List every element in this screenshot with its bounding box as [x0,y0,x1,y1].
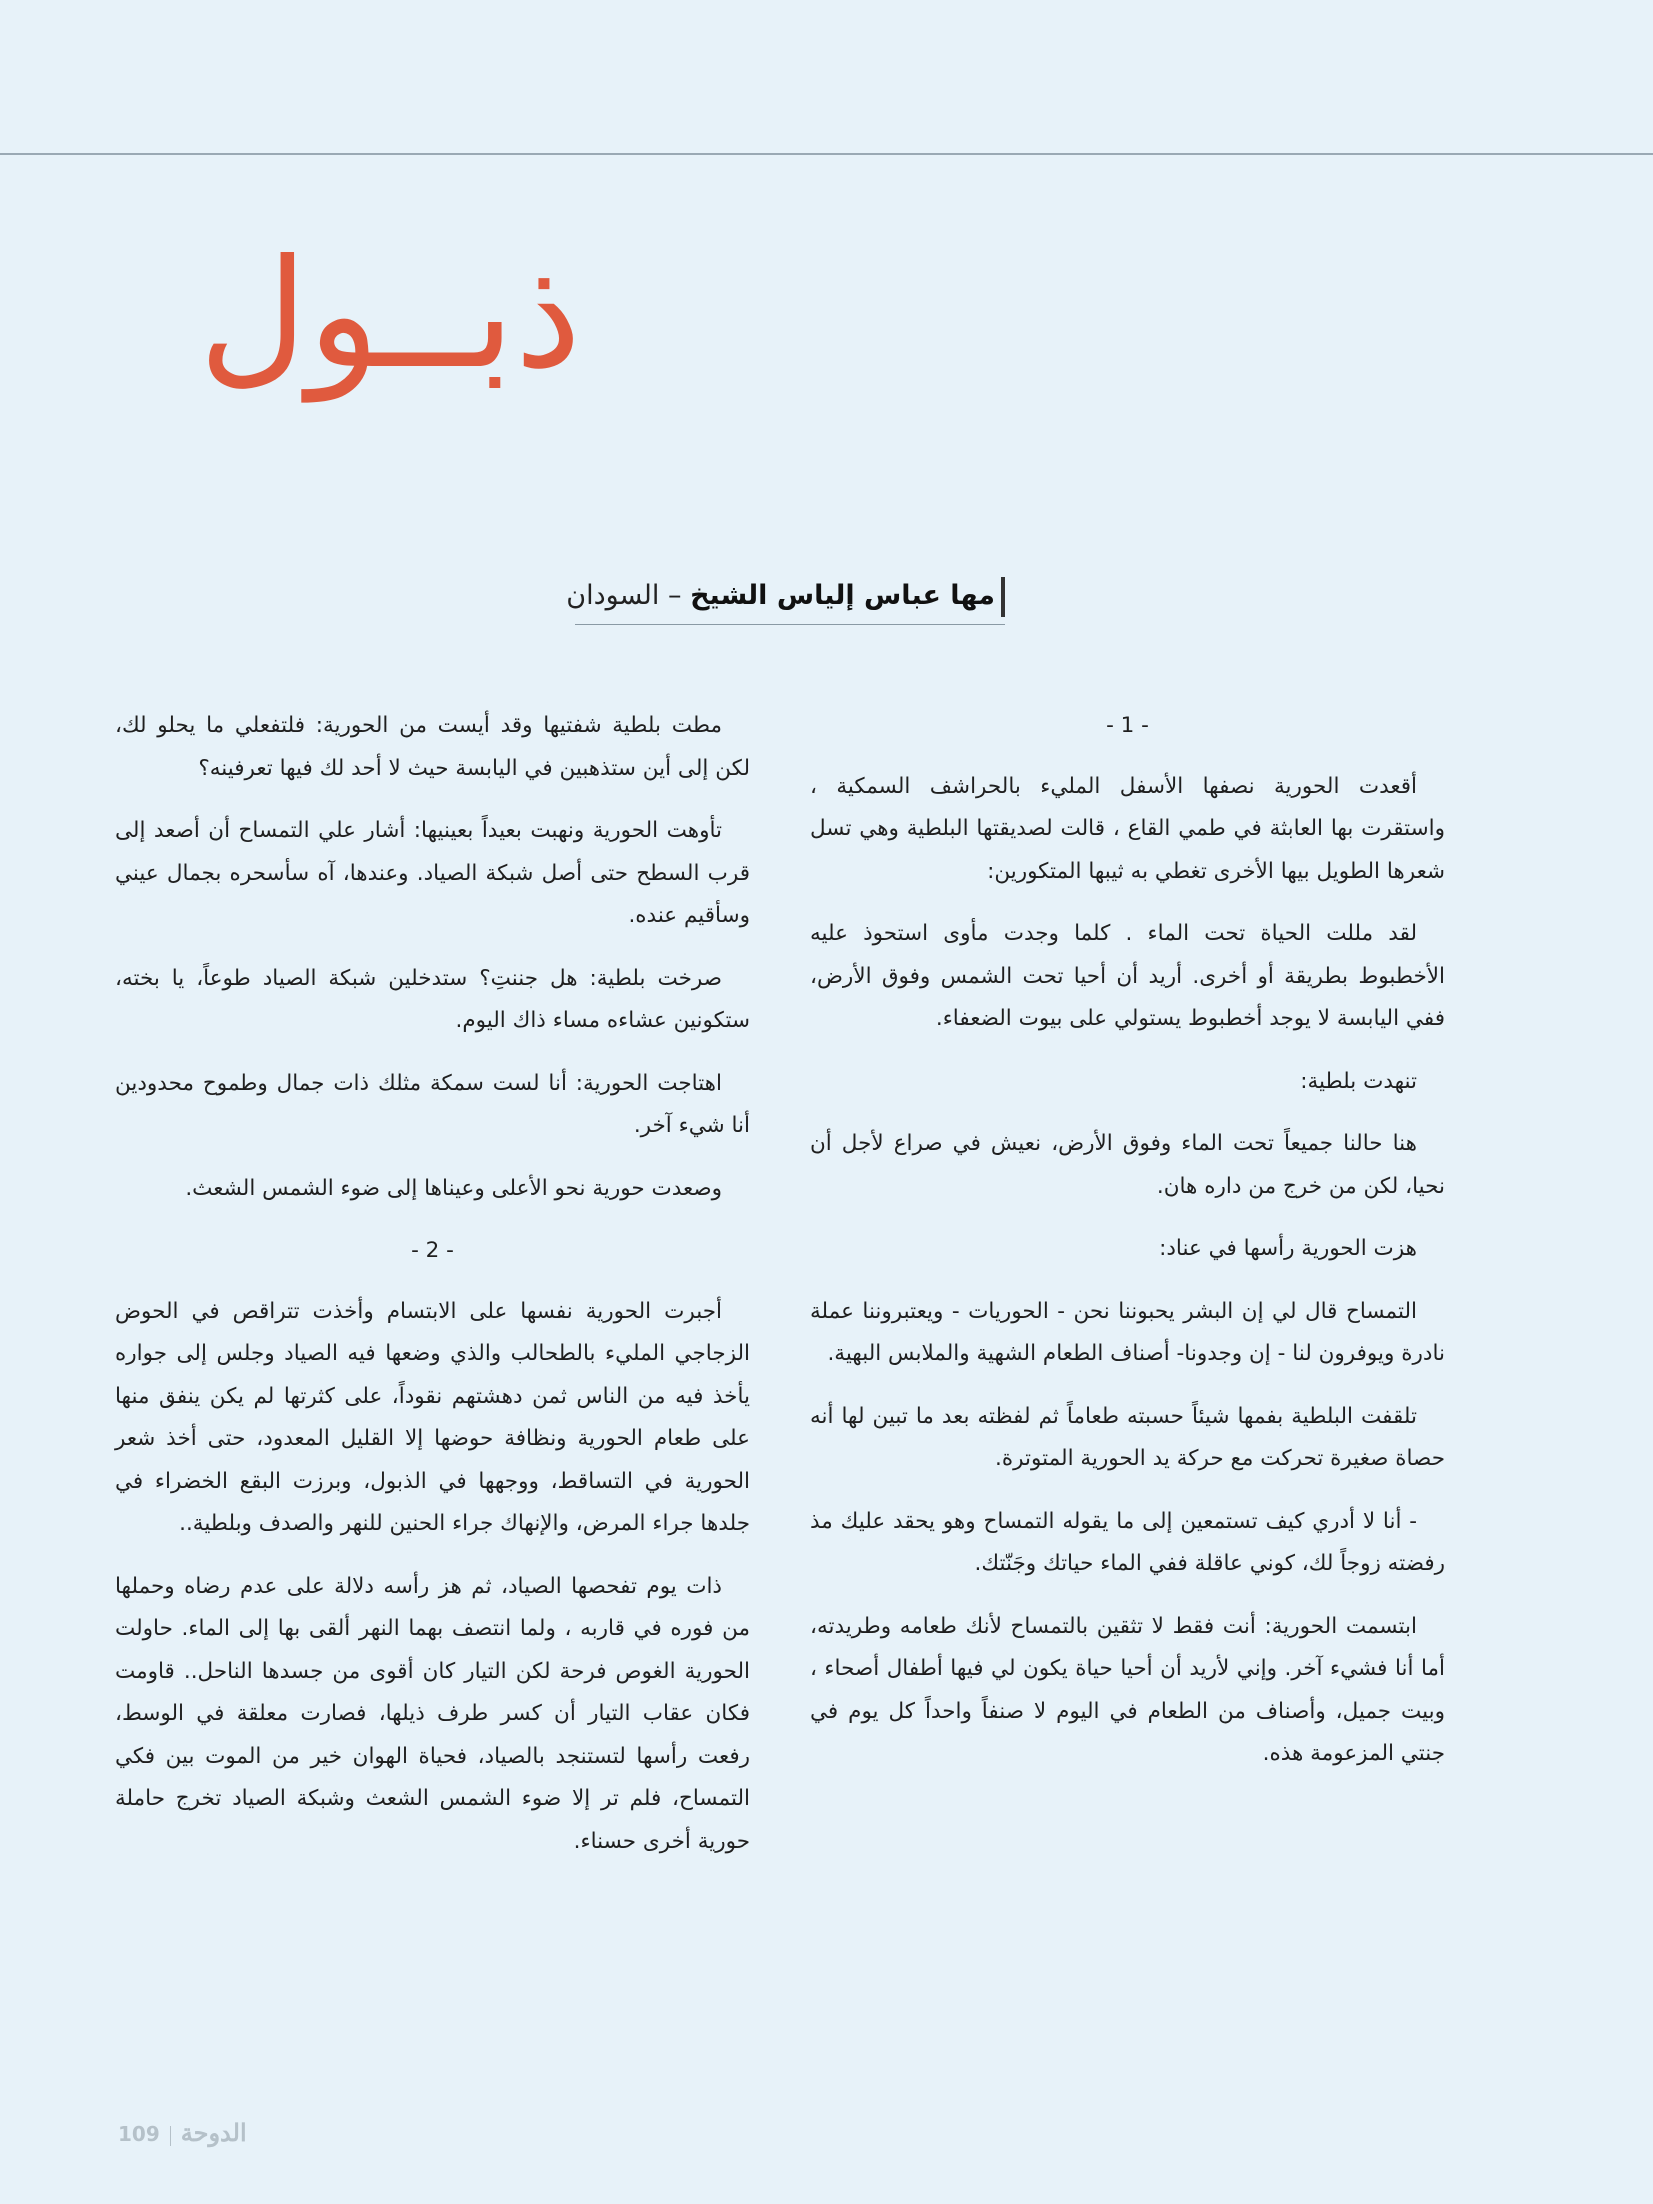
paragraph: التمساح قال لي إن البشر يحبوننا نحن - الحوريات - ويعتبروننا عملة نادرة ويوفرون لنا - إن وجدونا- أصناف الطعام الشهية والملابس البهية. [810,1298,1445,1366]
section-number-2: - 2 - [411,1238,454,1263]
paragraph: هنا حالنا جميعاً تحت الماء وفوق الأرض، نعيش في صراع لأجل أن نحيا، لكن من خرج من داره هان. [810,1131,1445,1199]
footer-divider [170,2126,171,2146]
byline-bar [1001,577,1005,617]
paragraph: - أنا لا أدري كيف تستمعين إلى ما يقوله التمساح وهو يحقد عليك مذ رفضته زوجاً لك، كوني عاقلة ففي الماء حياتك وجَنّتك. [810,1508,1445,1576]
paragraph: صرخت بلطية: هل جننتِ؟ ستدخلين شبكة الصياد طوعاً، يا بخته، ستكونين عشاءه مساء ذاك اليوم. [115,965,750,1033]
paragraph: ذات يوم تفحصها الصياد، ثم هز رأسه دلالة على عدم رضاه وحملها من فوره في قاربه ، ولما انتصف بهما النهر ألقى بها إلى الماء. حاولت الحورية الغوص فرحة لكن التيار كان أقوى من جسدها الناحل.. قاومت فكان عقاب التيار أن كسر طرف ذيلها، فصارت معلقة في الوسط، رفعت رأسها لتستنجد بالصياد، فحياة الهوان خير من الموت بين فكي التمساح، فلم تر إلا ضوء الشمس الشعث وشبكة الصياد تخرج حاملة حورية أخرى حسناء. [115,1573,750,1854]
author-country: – السودان [566,580,682,611]
author-name: مها عباس إلياس الشيخ [690,580,995,611]
paragraph: مطت بلطية شفتيها وقد أيست من الحورية: فلتفعلي ما يحلو لك، لكن إلى أين ستذهبين في اليابسة حيث لا أحد لك فيها تعرفينه؟ [115,713,750,781]
paragraph: تلقفت البلطية بفمها شيئاً حسبته طعاماً ثم لفظته بعد ما تبين لها أنه حصاة صغيرة تحركت مع حركة يد الحورية المتوترة. [810,1403,1445,1471]
paragraph: تأوهت الحورية ونهبت بعيداً بعينيها: أشار علي التمساح أن أصعد إلى قرب السطح حتى أصل شبكة الصياد. وعندها، آه سأسحره بجمال عيني وسأقيم عنده. [115,818,750,928]
paragraph: هزت الحورية رأسها في عناد: [1159,1236,1417,1261]
byline [566,568,1005,625]
paragraph: لقد مللت الحياة تحت الماء . كلما وجدت مأوى استحوذ عليه الأخطبوط بطريقة أو أخرى. أريد أن أحيا تحت الشمس وفوق الأرض، ففي اليابسة لا يوجد أخطبوط يستولي على بيوت الضعفاء. [810,921,1445,1031]
page-number: 109 [118,2122,160,2146]
left-column [115,705,750,1883]
magazine-logo: الدوحة [180,2118,247,2147]
page-footer [118,2118,258,2147]
story-title: ذبــول [198,228,582,402]
paragraph: أقعدت الحورية نصفها الأسفل المليء بالحراشف السمكية ، واستقرت بها العابثة في طمي القاع ، قالت لصديقتها البلطية وهي تسل شعرها الطويل بيها الأخرى تغطي به ثيبها المتكورين: [810,773,1445,884]
paragraph: أجبرت الحورية نفسها على الابتسام وأخذت تتراقص في الحوض الزجاجي المليء بالطحالب والذي وضعها فيه الصياد وجلس إلى جواره يأخذ فيه من الناس ثمن دهشتهم نقوداً، على كثرتها لم يكن ينفق منها على طعام الحورية ونظافة حوضها إلا القليل المعدود، حتى أخذ شعر الحورية في التساقط، ووجهها في الذبول، وبرزت البقع الخضراء في جلدها جراء المرض، والإنهاك جراء الحنين للنهر والصدف وبلطية.. [115,1298,750,1536]
paragraph: ابتسمت الحورية: أنت فقط لا تثقين بالتمساح لأنك طعامه وطريدته، أما أنا فشيء آخر. وإني لأريد أن أحيا حياة يكون لي فيها أطفال أصحاء ، وبيت جميل، وأصناف من الطعام في اليوم لا صنفاً واحداً كل يوم في جنتي المزعومة هذه. [810,1613,1445,1766]
paragraph: تنهدت بلطية: [1300,1068,1417,1094]
paragraph: وصعدت حورية نحو الأعلى وعيناها إلى ضوء الشمس الشعث. [185,1175,722,1201]
right-column [810,705,1445,1796]
section-number-1: - 1 - [1106,713,1149,738]
header-rule [0,153,1653,155]
paragraph: اهتاجت الحورية: أنا لست سمكة مثلك ذات جمال وطموح محدودين أنا شيء آخر. [115,1070,750,1138]
